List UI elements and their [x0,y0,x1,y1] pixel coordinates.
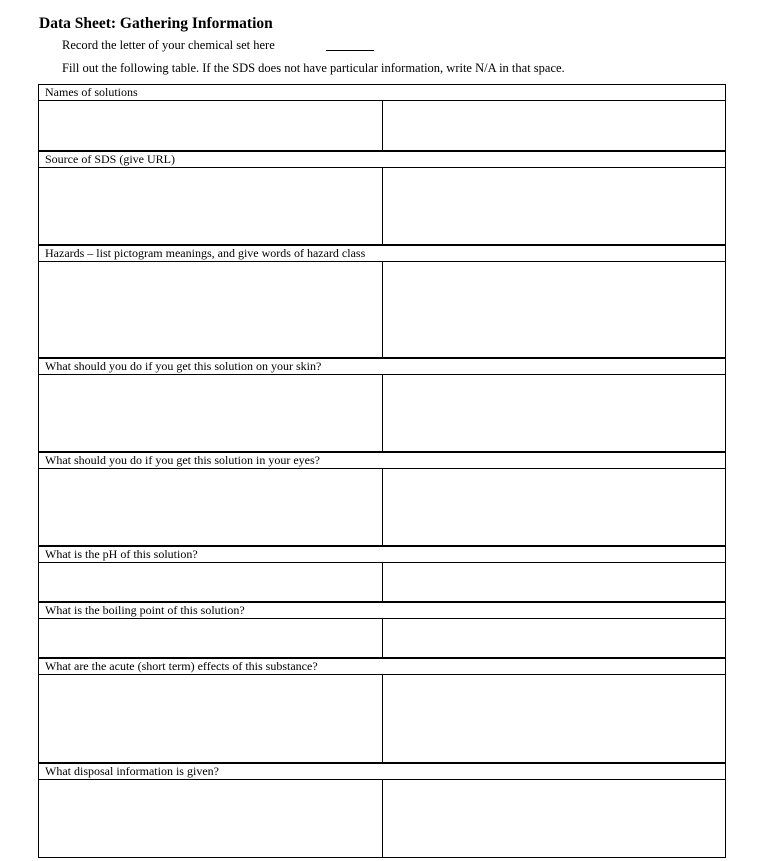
row-label-hazards: Hazards – list pictogram meanings, and give words of hazard class [38,245,726,262]
answer-cell-names-solution-1[interactable] [39,101,383,150]
answer-row-ph [38,563,726,602]
row-label-boiling-point: What is the boiling point of this solution? [38,602,726,619]
answer-cell-hazards-solution-2[interactable] [383,262,725,357]
answer-cell-sds-source-solution-2[interactable] [383,168,725,244]
data-table [38,84,726,858]
row-label-disposal: What disposal information is given? [38,763,726,780]
answer-cell-sds-source-solution-1[interactable] [39,168,383,244]
answer-cell-ph-solution-1[interactable] [39,563,383,601]
answer-cell-eye-contact-solution-2[interactable] [383,469,725,545]
row-label-names: Names of solutions [38,84,726,101]
answer-cell-ph-solution-2[interactable] [383,563,725,601]
answer-row-sds-source [38,168,726,245]
answer-row-disposal [38,780,726,858]
answer-row-acute-effects [38,675,726,763]
page-title: Data Sheet: Gathering Information [39,15,273,32]
answer-cell-skin-contact-solution-1[interactable] [39,375,383,451]
answer-row-boiling-point [38,619,726,658]
row-label-skin-contact: What should you do if you get this solution on your skin? [38,358,726,375]
record-letter-prompt: Record the letter of your chemical set here [62,38,275,52]
answer-cell-acute-effects-solution-2[interactable] [383,675,725,762]
answer-cell-acute-effects-solution-1[interactable] [39,675,383,762]
answer-cell-disposal-solution-2[interactable] [383,780,725,857]
answer-row-hazards [38,262,726,358]
answer-cell-boiling-point-solution-2[interactable] [383,619,725,657]
answer-cell-eye-contact-solution-1[interactable] [39,469,383,545]
answer-row-skin-contact [38,375,726,452]
chemical-set-letter-blank[interactable] [326,50,374,51]
answer-cell-skin-contact-solution-2[interactable] [383,375,725,451]
answer-row-names [38,101,726,151]
row-label-eye-contact: What should you do if you get this solution in your eyes? [38,452,726,469]
row-label-acute-effects: What are the acute (short term) effects of this substance? [38,658,726,675]
instructions-text: Fill out the following table. If the SDS does not have particular information, write N/A in that space. [62,61,565,75]
answer-cell-names-solution-2[interactable] [383,101,725,150]
row-label-sds-source: Source of SDS (give URL) [38,151,726,168]
answer-cell-disposal-solution-1[interactable] [39,780,383,857]
answer-cell-hazards-solution-1[interactable] [39,262,383,357]
answer-cell-boiling-point-solution-1[interactable] [39,619,383,657]
row-label-ph: What is the pH of this solution? [38,546,726,563]
answer-row-eye-contact [38,469,726,546]
